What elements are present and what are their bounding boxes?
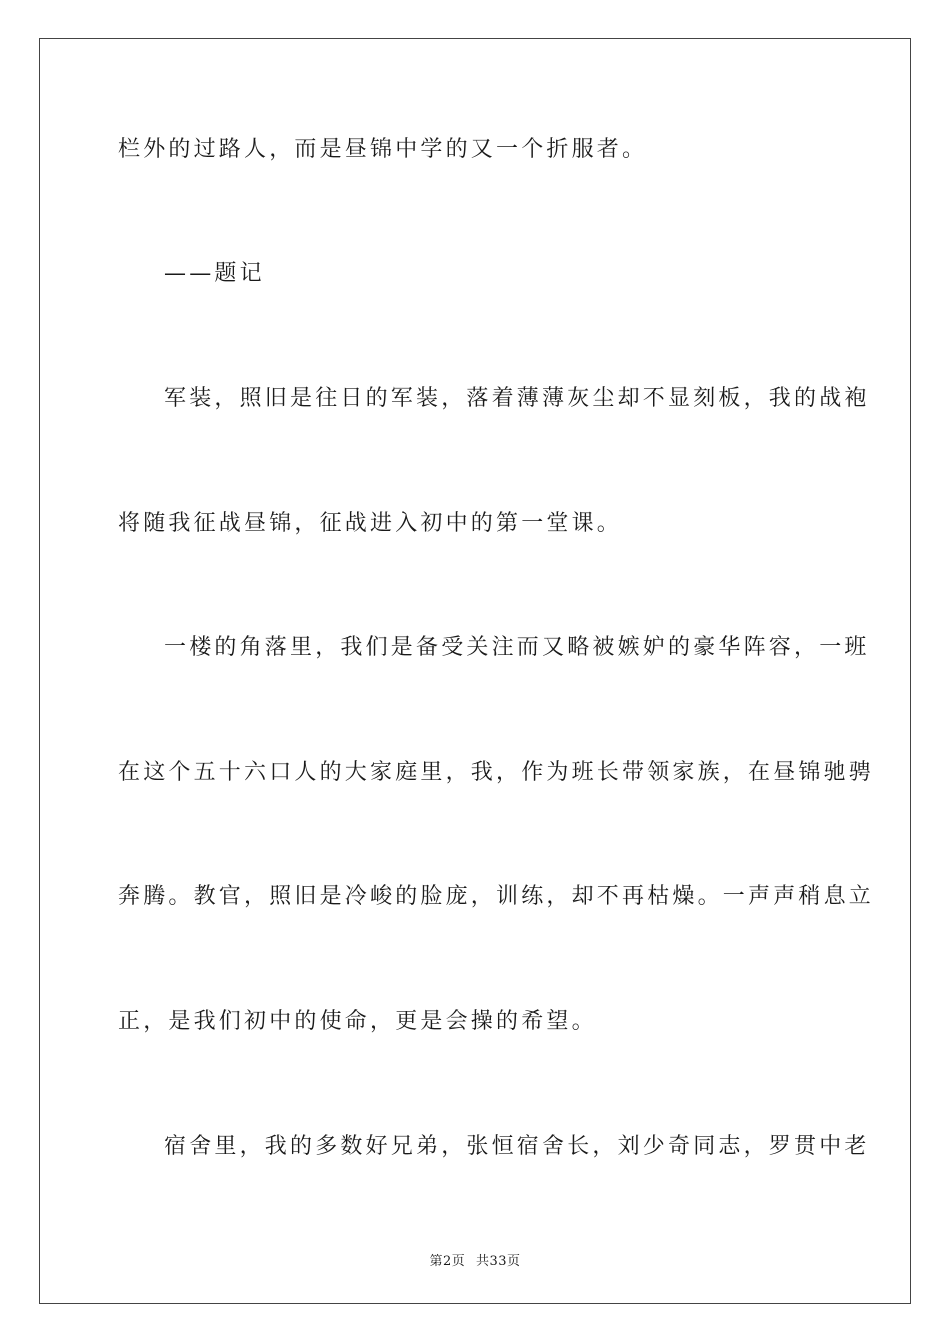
- page-border: [39, 38, 911, 1304]
- text-line-9: 宿舍里，我的多数好兄弟，张恒宿舍长，刘少奇同志，罗贯中老: [164, 1134, 870, 1159]
- page-footer: [0, 1250, 950, 1269]
- text-line-3: 军装，照旧是往日的军装，落着薄薄灰尘却不显刻板，我的战袍: [164, 386, 870, 411]
- text-line-2: ——题记: [164, 261, 265, 286]
- text-line-1: 栏外的过路人，而是昼锦中学的又一个折服者。: [118, 137, 648, 162]
- page-number: 第2页: [429, 1254, 466, 1269]
- text-line-8: 正，是我们初中的使命，更是会操的希望。: [118, 1009, 597, 1034]
- text-line-4: 将随我征战昼锦，征战进入初中的第一堂课。: [118, 511, 623, 536]
- text-line-7: 奔腾。教官，照旧是冷峻的脸庞，训练，却不再枯燥。一声声稍息立: [118, 884, 875, 909]
- text-line-5: 一楼的角落里，我们是备受关注而又略被嫉妒的豪华阵容，一班: [164, 635, 870, 660]
- page-total: 共33页: [475, 1254, 521, 1269]
- text-line-6: 在这个五十六口人的大家庭里，我，作为班长带领家族，在昼锦驰骋: [118, 760, 875, 785]
